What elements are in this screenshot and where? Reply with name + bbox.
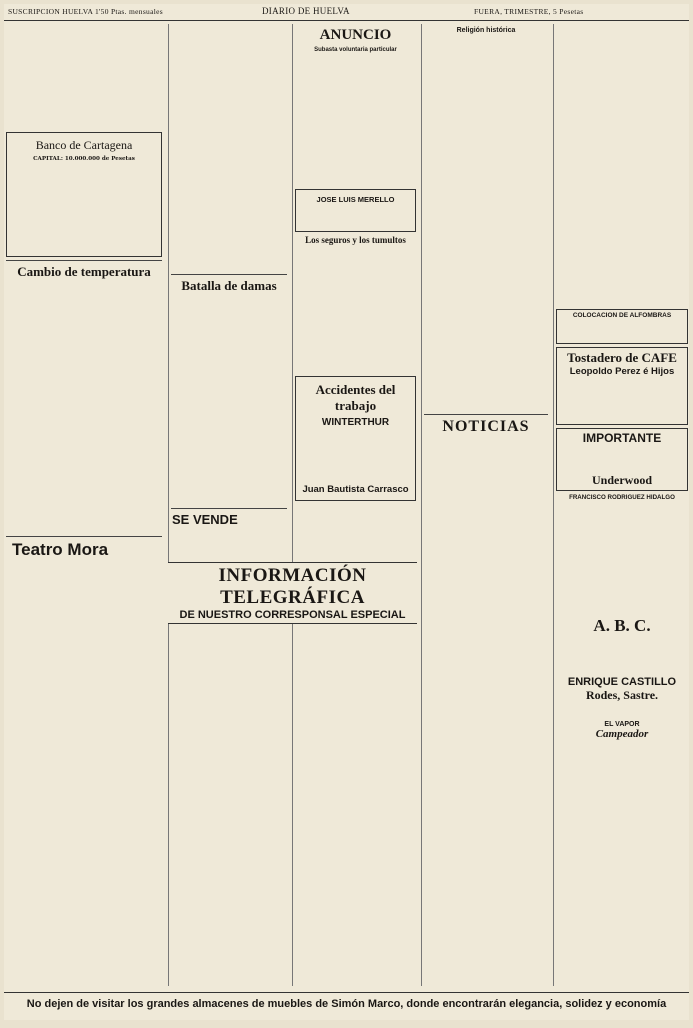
cartagena-ad [6, 132, 162, 257]
column-2 [168, 24, 289, 986]
classified-text [554, 24, 689, 306]
seguros-title: Los seguros y los tumultos [305, 235, 406, 245]
column-3 [292, 24, 418, 986]
cartagena-title: Banco de Cartagena [35, 138, 133, 152]
newspaper-page [4, 4, 689, 1020]
article-text [4, 24, 164, 129]
temperature-title: Cambio de temperatura [17, 264, 151, 279]
column-5 [553, 24, 689, 986]
footer-ad: No dejen de visitar los grandes almacenes de muebles de Simón Marco, donde encontrarán elegancia, solidez y economía [4, 992, 689, 1010]
underwood-name: Underwood [591, 473, 652, 487]
vende-title: SE VENDE [172, 512, 238, 527]
anuncio-title: ANUNCIO [319, 27, 392, 43]
cartagena-capital: CAPITAL: 10.000.000 de Pesetas [33, 156, 135, 162]
article-text [4, 283, 164, 533]
winterthur-ad [295, 376, 416, 501]
abc-title: A. B. C. [593, 616, 651, 635]
newspaper-title: DIARIO DE HUELVA [262, 6, 350, 16]
article-text [293, 248, 418, 373]
batalla-title: Batalla de damas [181, 278, 277, 293]
merello-title: JOSE LUIS MERELLO [316, 195, 395, 204]
colocacion-ad [556, 309, 688, 344]
castillo-name: ENRIQUE CASTILLO [567, 676, 677, 688]
tostadero-title: Tostadero de CAFE [567, 350, 677, 365]
subscription-outside: FUERA, TRIMESTRE, 5 Pesetas [474, 7, 584, 16]
agent-name: Juan Bautista Carrasco [302, 484, 409, 495]
winterthur-name: WINTERTHUR [321, 417, 390, 428]
column-1 [4, 24, 164, 986]
article-text [422, 37, 550, 411]
accidentes-title: Accidentes del trabajo [315, 382, 396, 413]
anuncio-subtitle: Subasta voluntaria particular [314, 47, 397, 53]
article-text [169, 297, 289, 505]
banner-subtitle: DE NUESTRO CORRESPONSAL ESPECIAL [179, 609, 406, 621]
article-text [293, 56, 418, 186]
vapor-label: EL VAPOR [604, 721, 640, 728]
leopoldo-name: Leopoldo Perez é Hijos [569, 366, 675, 377]
campeador-name: Campeador [595, 728, 649, 740]
classified-text [554, 501, 689, 616]
religion-title: Religión histórica [456, 27, 516, 34]
banner-title: INFORMACIÓN TELEGRÁFICA [218, 565, 367, 608]
tostadero-ad [556, 347, 688, 425]
article-text [4, 563, 164, 983]
telegraphic-banner [168, 562, 417, 624]
teatro-title: Teatro Mora [12, 540, 109, 559]
importante-ad [556, 428, 688, 491]
article-text [169, 24, 289, 271]
noticias-title: NOTICIAS [442, 418, 530, 435]
rodes-name: Rodes, Sastre. [585, 688, 659, 702]
rodriguez-name: FRANCISCO RODRIGUEZ HIDALGO [569, 494, 675, 501]
page-header [4, 4, 689, 21]
importante-title: IMPORTANTE [582, 431, 662, 445]
colocacion-title: COLOCACION DE ALFOMBRAS [572, 312, 672, 319]
subscription-local: SUSCRIPCION HUELVA 1'50 Ptas. mensuales [8, 7, 163, 16]
column-4 [421, 24, 550, 986]
merello-ad [295, 189, 416, 232]
